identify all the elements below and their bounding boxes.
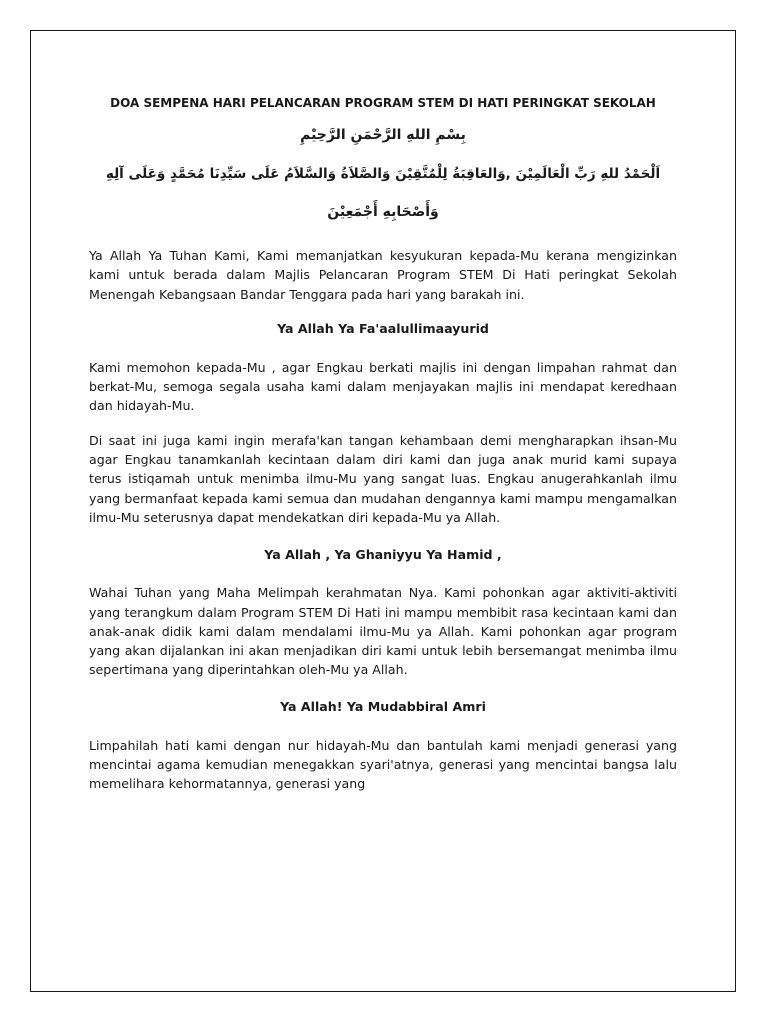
section-heading-3: Ya Allah! Ya Mudabbiral Amri	[280, 698, 486, 714]
paragraph-blessing: Kami memohon kepada-Mu , agar Engkau berkati majlis ini dengan limpahan rahmat dan berkat-Mu, semoga segala usaha kami dalam menjayakan majlis ini mendapat keredhaan dan hidayah-Mu.	[89, 359, 677, 414]
section-heading-1: Ya Allah Ya Fa'aalullimaayurid	[277, 320, 489, 336]
arabic-bismillah: بِسْمِ اللهِ الرَّحْمَنِ الرَّحِيْمِ	[300, 127, 466, 143]
paragraph-program: Wahai Tuhan yang Maha Melimpah kerahmatan Nya. Kami pohonkan agar aktiviti-aktiviti yang terangkum dalam Program STEM Di Hati ini mampu membibit rasa kecintaan kami dan anak-anak didik kami dalam mendalami ilmu-Mu ya Allah. Kami pohonkan agar program yang akan dijalankan ini akan menjadikan diri kami untuk lebih bersemangat menimba ilmu sepertimana yang diperintahkan oleh-Mu ya Allah.	[89, 585, 677, 678]
arabic-opening-line: اَلْحَمْدُ للهِ رَبِّ الْعَالَمِيْنَ ,وَالعَاقِبَةُ لِلْمُتَّقِيْنَ وَالصَّلاَةُ وَالسَّلاَمُ عَلَى سَيِّدِنَا مُحَمَّدٍ وَعَلَى آلِهِ	[105, 166, 661, 182]
section-heading-2: Ya Allah , Ya Ghaniyyu Ya Hamid ,	[264, 547, 502, 563]
paragraph-generation: Limpahilah hati kami dengan nur hidayah-Mu dan bantulah kami menjadi generasi yang mencintai agama kemudian menegakkan syari'atnya, generasi yang mencintai bangsa lalu memelihara kehormatannya, generasi yang	[89, 737, 677, 792]
document-body	[89, 95, 677, 794]
paragraph-supplication: Di saat ini juga kami ingin merafa'kan tangan kehambaan demi mengharapkan ihsan-Mu agar Engkau tanamkanlah kecintaan dalam diri kami dan juga anak murid kami supaya terus istiqamah untuk menimba ilmu-Mu yang sangat luas. Engkau anugerahkanlah ilmu yang bermanfaat kepada kami semua dan mudahan dengannya kami mampu mengamalkan ilmu-Mu seterusnya dapat mendekatkan diri kepada-Mu ya Allah.	[89, 432, 677, 525]
paragraph-intro: Ya Allah Ya Tuhan Kami, Kami memanjatkan kesyukuran kepada-Mu kerana mengizinkan kami untuk berada dalam Majlis Pelancaran Program STEM Di Hati peringkat Sekolah Menengah Kebangsaan Bandar Tenggara pada hari yang barakah ini.	[89, 248, 677, 302]
document-title: DOA SEMPENA HARI PELANCARAN PROGRAM STEM DI HATI PERINGKAT SEKOLAH	[110, 96, 656, 110]
arabic-closing-line: وَأَصْحَابِهِ أَجْمَعِيْنَ	[327, 204, 439, 220]
document-page	[30, 30, 736, 992]
